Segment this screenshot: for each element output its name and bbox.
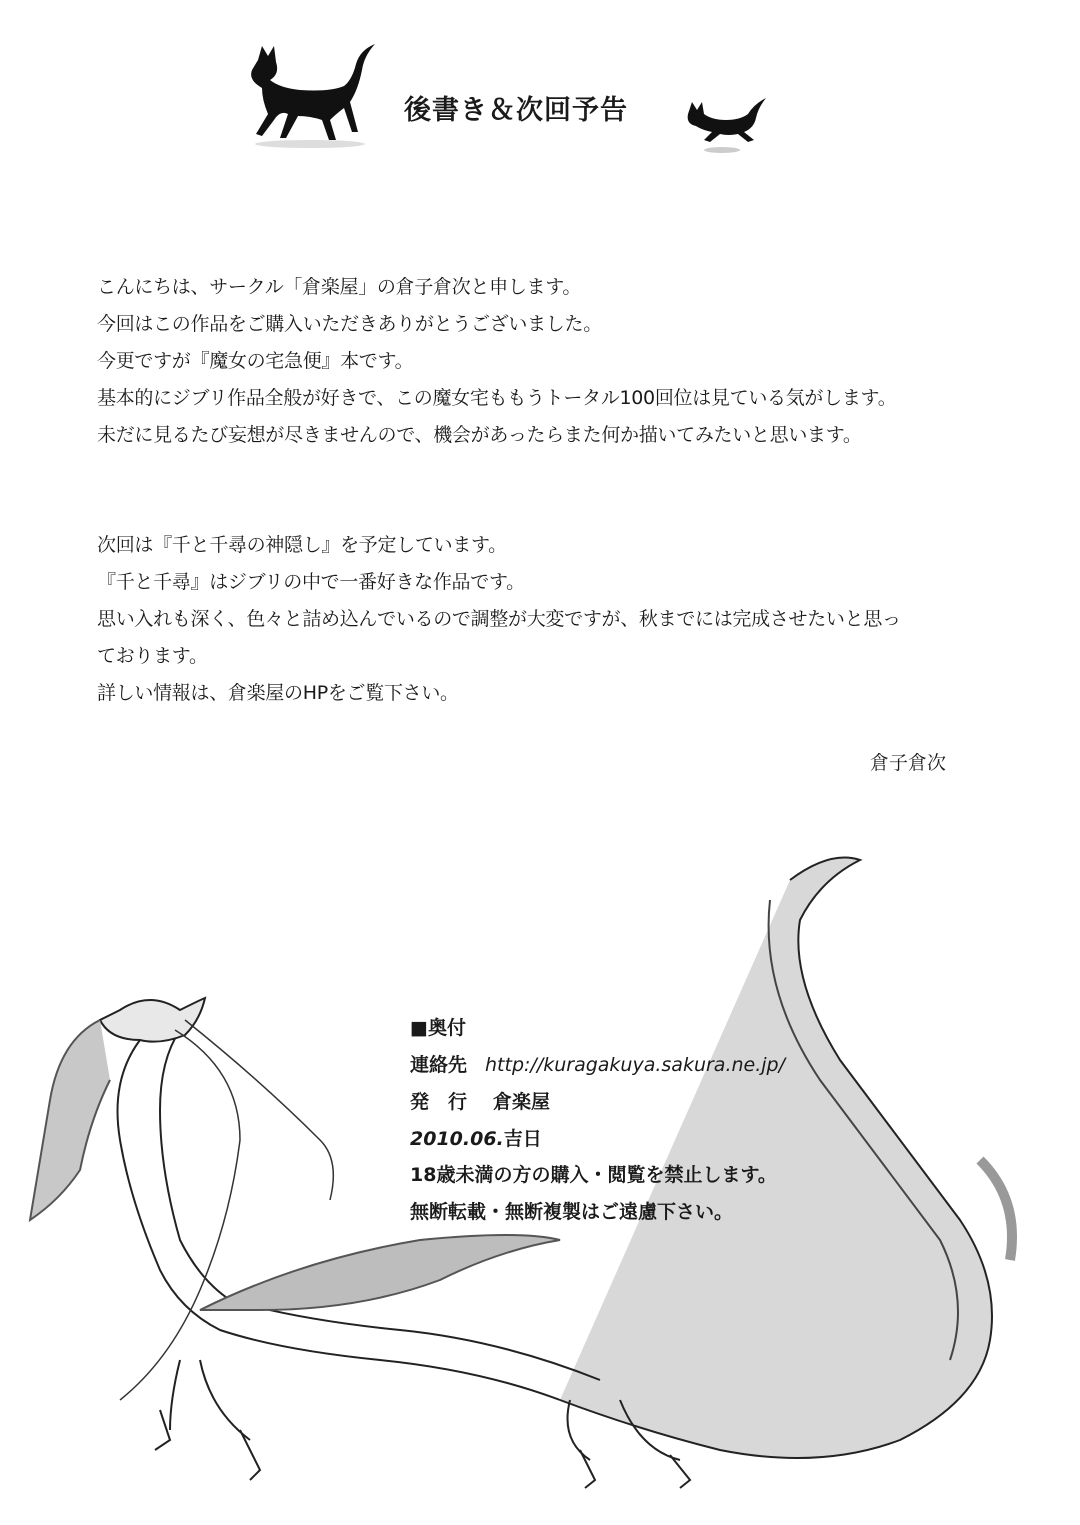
text-line: 未だに見るたび妄想が尽きませんので、機会があったらまた何か描いてみたいと思います。: [97, 424, 862, 446]
publisher-name: 倉楽屋: [493, 1091, 551, 1113]
contact-row: [410, 1050, 785, 1077]
page-title: 後書き＆次回予告: [404, 95, 628, 126]
date-suffix: 吉日: [503, 1128, 542, 1150]
text-line: 思い入れも深く、色々と詰め込んでいるので調整が大変ですが、秋までには完成させたいと思っ: [97, 608, 901, 630]
contact-url-link[interactable]: http://kuragakuya.sakura.ne.jp/: [485, 1054, 785, 1076]
text-line: こんにちは、サークル「倉楽屋」の倉子倉次と申します。: [97, 276, 582, 298]
publisher-label: 発 行: [410, 1091, 468, 1113]
copyright-notice: 無断転載・無断複製はご遠慮下さい。: [410, 1201, 734, 1223]
contact-label: 連絡先: [410, 1054, 468, 1076]
text-line: 詳しい情報は、倉楽屋のHPをご覧下さい。: [97, 682, 459, 704]
text-line: 次回は『千と千尋の神隠し』を予定しています。: [97, 534, 507, 556]
date-row: [410, 1124, 542, 1151]
text-line: ております。: [97, 645, 208, 667]
colophon-heading: ■奥付: [410, 1017, 466, 1039]
walking-cat-illustration: [240, 40, 390, 150]
text-line: 今回はこの作品をご購入いただきありがとうございました。: [97, 313, 602, 335]
age-notice: 18歳未満の方の購入・閲覧を禁止します。: [410, 1164, 777, 1186]
publisher-row: [410, 1087, 550, 1114]
text-line: 今更ですが『魔女の宅急便』本です。: [97, 350, 414, 372]
text-line: 基本的にジブリ作品全般が好きで、この魔女宅ももうトータル100回位は見ている気がします。: [97, 387, 897, 409]
text-line: 『千と千尋』はジブリの中で一番好きな作品です。: [97, 571, 525, 593]
author-signature: 倉子倉次: [870, 752, 947, 774]
publication-date: 2010.06.: [410, 1128, 504, 1150]
running-kitten-illustration: [682, 92, 772, 157]
